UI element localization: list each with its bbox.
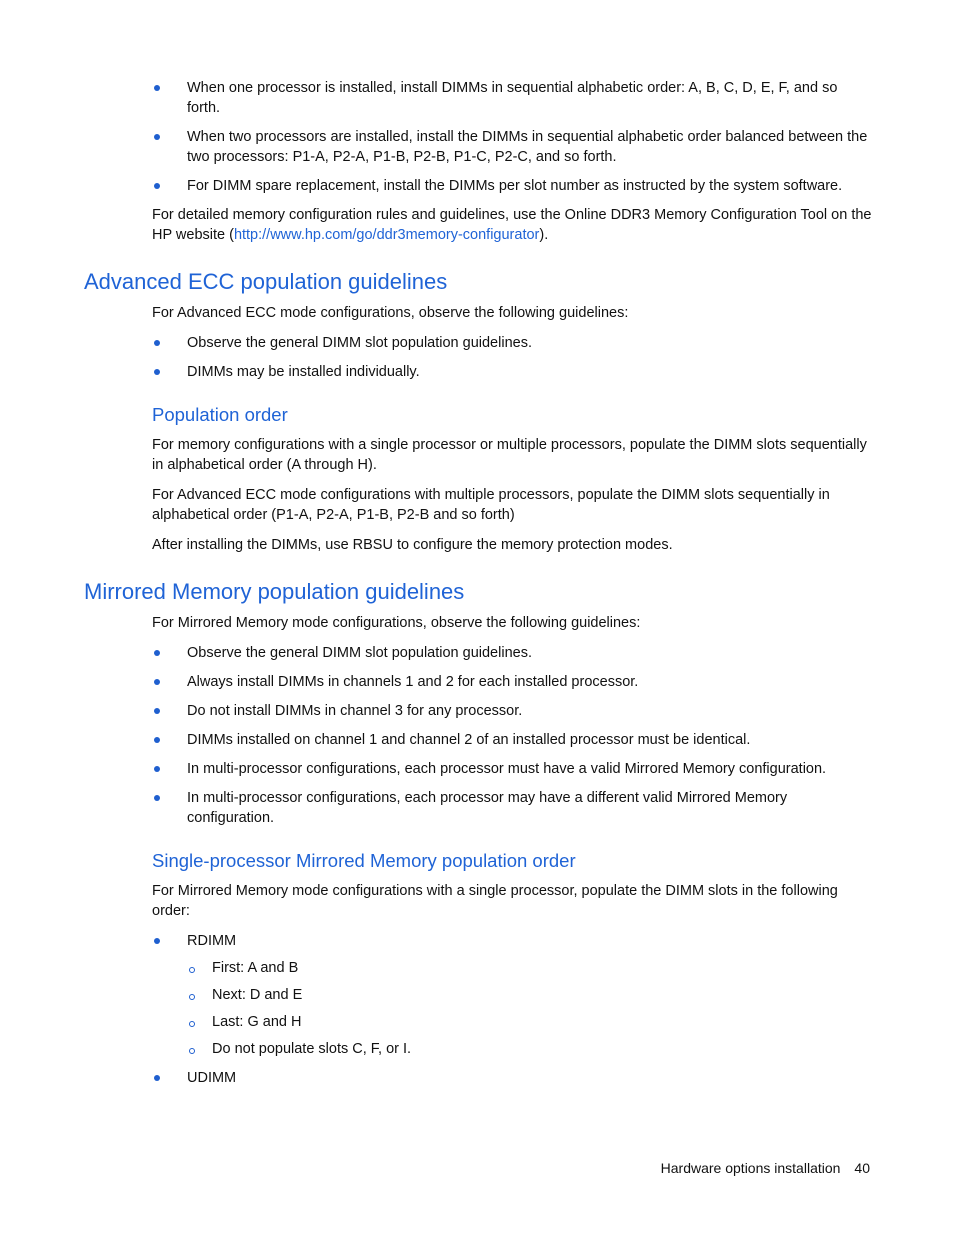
list-item: Observe the general DIMM slot population guidelines. xyxy=(152,333,872,353)
list-item: In multi-processor configurations, each processor may have a different valid Mirrored Memory configuration. xyxy=(152,788,872,828)
dimm-order-list xyxy=(152,78,872,196)
population-order-paragraph: For Advanced ECC mode configurations with multiple processors, populate the DIMM slots sequentially in alphabetical order (P1-A, P2-A, P1-B, P2-B and so forth) xyxy=(152,487,830,523)
page-number: 40 xyxy=(854,1160,870,1176)
rdimm-label: RDIMM xyxy=(187,933,237,949)
footer-section-title: Hardware options installation xyxy=(660,1160,841,1176)
list-item: When two processors are installed, install the DIMMs in sequential alphabetic order balanced between the two processors: P1-A, P2-A, P1-B, P2-B, P1-C, P2-C, and so forth. xyxy=(152,127,872,167)
list-item: When one processor is installed, install DIMMs in sequential alphabetic order: A, B, C, D, E, F, and so forth. xyxy=(152,78,872,118)
udimm-label: UDIMM xyxy=(187,1070,237,1086)
udimm-item xyxy=(152,1068,872,1088)
list-item: DIMMs may be installed individually. xyxy=(152,362,872,382)
list-item: First: A and B xyxy=(187,958,872,978)
list-item: Observe the general DIMM slot population guidelines. xyxy=(152,643,872,663)
rdimm-steps-list xyxy=(187,958,872,1059)
advanced-ecc-heading: Advanced ECC population guidelines xyxy=(84,269,448,294)
list-item: In multi-processor configurations, each processor must have a valid Mirrored Memory configuration. xyxy=(152,759,872,779)
list-item: Do not populate slots C, F, or I. xyxy=(187,1039,872,1059)
mirrored-memory-list xyxy=(152,643,872,828)
page-footer xyxy=(661,1158,870,1178)
advanced-ecc-intro: For Advanced ECC mode configurations, observe the following guidelines: xyxy=(152,305,629,321)
config-tool-text: For detailed memory configuration rules and guidelines, use the Online DDR3 Memory Configuration Tool on the HP website ( xyxy=(152,207,872,243)
list-item: Always install DIMMs in channels 1 and 2 for each installed processor. xyxy=(152,672,872,692)
single-processor-intro: For Mirrored Memory mode configurations with a single processor, populate the DIMM slots in the following order: xyxy=(152,883,838,919)
list-item: Do not install DIMMs in channel 3 for any processor. xyxy=(152,701,872,721)
config-tool-text-end: ). xyxy=(539,227,549,243)
list-item: Last: G and H xyxy=(187,1012,872,1032)
config-tool-note xyxy=(152,205,872,245)
population-order-paragraph: For memory configurations with a single processor or multiple processors, populate the DIMM slots sequentially in alphabetical order (A through H). xyxy=(152,437,867,473)
list-item: DIMMs installed on channel 1 and channel 2 of an installed processor must be identical. xyxy=(152,730,872,750)
list-item: For DIMM spare replacement, install the DIMMs per slot number as instructed by the system software. xyxy=(152,176,872,196)
mirrored-memory-intro: For Mirrored Memory mode configurations, observe the following guidelines: xyxy=(152,615,641,631)
rdimm-item xyxy=(152,931,872,1059)
mirrored-memory-heading: Mirrored Memory population guidelines xyxy=(84,579,465,604)
population-order-heading: Population order xyxy=(152,404,288,425)
single-processor-heading: Single-processor Mirrored Memory population order xyxy=(152,850,576,871)
list-item: Next: D and E xyxy=(187,985,872,1005)
page-content xyxy=(84,78,872,1097)
population-order-paragraph: After installing the DIMMs, use RBSU to configure the memory protection modes. xyxy=(152,537,673,553)
dimm-type-list xyxy=(152,931,872,1088)
config-tool-link[interactable]: http://www.hp.com/go/ddr3memory-configurator xyxy=(233,227,540,243)
advanced-ecc-list xyxy=(152,333,872,382)
